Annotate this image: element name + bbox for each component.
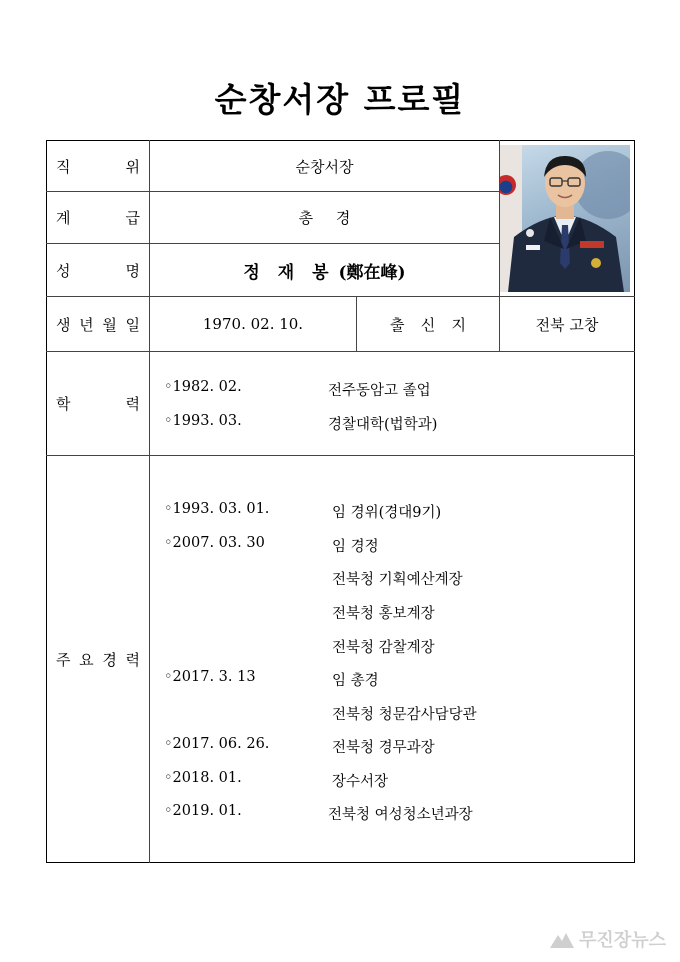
career-text: 임 총경 <box>332 673 379 689</box>
education-date: ◦1982. 02. <box>164 379 242 395</box>
career-date: ◦2018. 01. <box>164 770 242 786</box>
career-text: 전북청 기획예산계장 <box>332 572 463 588</box>
label-rank: 계 급 <box>56 209 140 227</box>
career-date: ◦2007. 03. 30 <box>164 535 265 551</box>
career-text: 임 경위(경대9기) <box>332 505 442 521</box>
education-text: 경찰대학(법학과) <box>328 417 438 433</box>
label-birth: 생 년 월 일 <box>56 315 140 334</box>
name-hanja: (鄭在峰) <box>338 262 406 283</box>
career-text: 전북청 감찰계장 <box>332 640 435 656</box>
value-position: 순창서장 <box>295 157 354 176</box>
value-birthplace: 전북 고창 <box>535 315 599 334</box>
education-date: ◦1993. 03. <box>164 413 242 429</box>
value-birth: 1970. 02. 10. <box>202 315 304 333</box>
mountain-logo-icon <box>549 929 575 949</box>
career-date: ◦2017. 06. 26. <box>164 736 270 752</box>
label-career: 주 요 경 력 <box>56 650 140 669</box>
value-rank: 총 경 <box>298 209 351 227</box>
watermark-text: 무진장뉴스 <box>579 930 666 951</box>
label-name: 성 명 <box>56 261 140 280</box>
page-title: 순창서장 프로필 <box>214 80 466 119</box>
label-birthplace: 출 신 지 <box>390 315 466 334</box>
career-date: ◦1993. 03. 01. <box>164 501 270 517</box>
career-date: ◦2017. 3. 13 <box>164 669 256 685</box>
portrait-illustration <box>500 145 630 292</box>
education-text: 전주동암고 졸업 <box>328 383 431 399</box>
news-watermark <box>549 926 666 952</box>
label-education: 학 력 <box>56 395 140 413</box>
career-text: 전북청 여성청소년과장 <box>328 807 473 823</box>
career-text: 전북청 청문감사담당관 <box>332 707 477 723</box>
career-date: ◦2019. 01. <box>164 803 242 819</box>
career-text: 전북청 홍보계장 <box>332 606 435 622</box>
label-position: 직 위 <box>56 157 140 176</box>
career-text: 전북청 경무과장 <box>332 740 435 756</box>
portrait-photo <box>500 145 630 292</box>
name-korean: 정 재 봉 <box>243 262 335 283</box>
career-text: 임 경정 <box>332 539 379 555</box>
career-text: 장수서장 <box>332 774 389 790</box>
value-name <box>150 244 499 296</box>
